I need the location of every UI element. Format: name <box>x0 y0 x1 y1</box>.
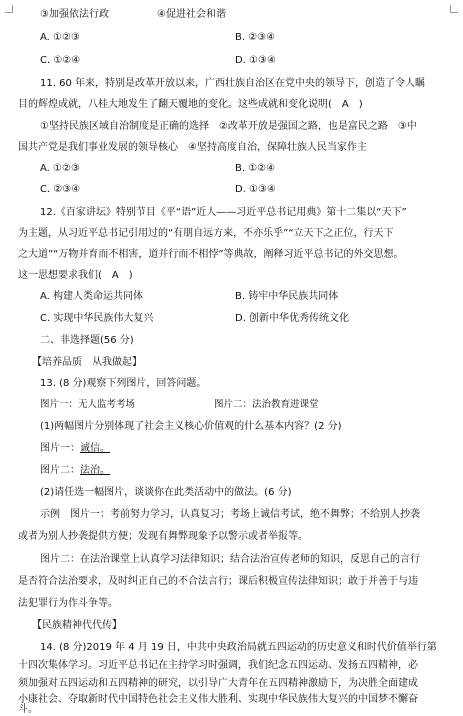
q11-line-4: 国共产党是我们事业发展的领导核心 ④坚持高度自治，保障壮族人民当家作主 <box>18 142 367 153</box>
q11-option-a: A. ①②③ <box>40 163 80 174</box>
q12-option-b: B. 铸牢中华民族共同体 <box>235 291 339 302</box>
q12-option-c: C. 实现中华民族伟大复兴 <box>40 313 154 324</box>
answer-2-value: 法治。 <box>80 465 110 476</box>
option-d: D. ①③④ <box>235 55 276 66</box>
q14-line-1: 14. (8 分)2019 年 4 月 19 日，中共中央政治局就五四运动的历史意义和时代价值举行第 <box>40 642 437 653</box>
statement-4: ④促进社会和谐 <box>157 9 226 20</box>
q11-option-b: B. ①②④ <box>235 163 276 174</box>
q13-example-2: 或者为别人抄袭提供方便；发现有舞弊现象予以警示或者举报等。 <box>18 531 308 542</box>
q13-line-3: (2)请任选一幅图片，谈谈你在此类活动中的做法。(6 分) <box>40 487 292 498</box>
q12-line-1: 12.《百家讲坛》特别节目《平“语”近人——习近平总书记用典》第十二集以“天下” <box>40 207 407 218</box>
section-tag-1: 【培养品质 从我做起】 <box>32 357 142 368</box>
q13-answer-2 <box>40 464 110 477</box>
statement-3: ③加强依法行政 <box>40 9 109 20</box>
q13-caption-1: 图片一：无人监考考场 <box>40 399 136 410</box>
q11-option-d: D. ①③④ <box>235 184 276 195</box>
section-tag-2: 【民族精神代代传】 <box>32 620 122 631</box>
option-a: A. ①②③ <box>40 32 80 43</box>
answer-1-label: 图片一： <box>40 443 80 454</box>
q13-example-4: 是否符合法治要求，及时纠正自己的不合法言行；课后积极宣传法律知识；敢于并善于与违 <box>18 576 418 587</box>
option-c: C. ①②④ <box>40 55 81 66</box>
q12-line-4: 这一思想要求我们( A ) <box>18 270 133 281</box>
q13-example-3: 图片二：在法治课堂上认真学习法律知识；结合法治宣传老师的知识，反思自己的言行 <box>40 554 420 565</box>
q12-line-3: 之大道”“万物并育而不相害，道并行而不相悖”等典故，阐释习近平总书记的外交思想。 <box>18 249 404 260</box>
q11-line-2: 目的辉煌成就，八桂大地发生了翻天覆地的变化。这些成就和变化说明( A ) <box>18 99 363 110</box>
q11-line-3: ①坚持民族区域自治制度是正确的选择 ②改革开放是强国之路，也是富民之路 ③中 <box>40 121 417 132</box>
crop-mark-top-right <box>450 5 458 13</box>
q14-line-5: 斗。 <box>18 704 38 715</box>
q14-line-3: 须加强对五四运动和五四精神的研究，以引导广大青年在五四精神激励下，为决胜全面建成 <box>18 678 418 689</box>
q13-example-5: 法犯罪行为作斗争等。 <box>18 598 118 609</box>
answer-1-value: 诚信。 <box>80 443 110 454</box>
option-b: B. ②③④ <box>235 32 276 43</box>
q11-option-c: C. ②③④ <box>40 184 81 195</box>
section-heading: 二、非选择题(56 分) <box>40 335 134 346</box>
q14-line-2: 十四次集体学习。习近平总书记在主持学习时强调，我们纪念五四运动、发扬五四精神，必 <box>18 660 418 671</box>
q13-line-2: (1)两幅图片分别体现了社会主义核心价值观的什么基本内容？(2 分) <box>40 421 342 432</box>
answer-2-label: 图片二： <box>40 465 80 476</box>
q12-option-d: D. 创新中华优秀传统文化 <box>235 313 350 324</box>
crop-mark-top-left <box>5 5 13 13</box>
q14-line-4: 小康社会、夺取新时代中国特色社会主义伟大胜利、实现中华民族伟大复兴的中国梦不懈奋 <box>18 694 418 705</box>
q11-line-1: 11. 60 年来，特别是改革开放以来，广西壮族自治区在党中央的领导下，创造了令人瞩 <box>40 78 425 89</box>
q12-line-2: 为主题，从习近平总书记引用过的“有朋自远方来，不亦乐乎”“立天下之正位，行天下 <box>18 228 394 239</box>
q13-answer-1 <box>40 442 110 455</box>
q13-example-1: 示例 图片一：考前努力学习，认真复习；考场上诚信考试，绝不舞弊；不给别人抄袭 <box>40 509 420 520</box>
q13-caption-2: 图片二：法治教育进课堂 <box>214 399 319 410</box>
q13-line-1: 13. (8 分)观察下列图片，回答问题。 <box>40 378 207 389</box>
q12-option-a: A. 构建人类命运共同体 <box>40 291 144 302</box>
